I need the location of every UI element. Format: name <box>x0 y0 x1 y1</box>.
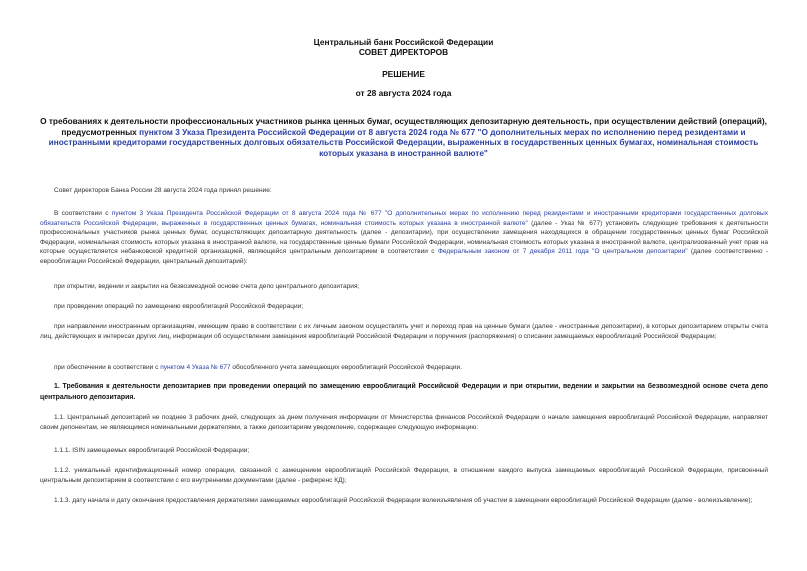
federal-law-link[interactable]: Федеральным законом от 7 декабря 2011 года "О центральном депозитарии" <box>437 248 688 255</box>
p-1-1-3-text: 1.1.3. дату начала и дату окончания предоставления держателями замещаемых еврооблигаций Российской Федерации волеизъявления об участии в замещении еврооблигаций Российской Федерации (далее - волеизъявление); <box>54 497 753 504</box>
paragraph-basis <box>40 209 768 266</box>
paragraph-separate-accounting <box>40 363 768 373</box>
p3-text: при проведении операций по замещению еврооблигаций Российской Федерации; <box>54 303 304 310</box>
p-1-1-text: 1.1. Центральный депозитарий не позднее 3 рабочих дней, следующих за днем получения информации от Министерства финансов Российской Федерации о начале замещения еврооблигаций Российской Федерации, направляет своим депонентам, не являющимся номинальными держателями, а также депозитариям уведомление, содержащее следующую информацию: <box>40 414 768 431</box>
title-decree-link[interactable]: пунктом 3 Указа Президента Российской Федерации от 8 августа 2024 года № 677 "О дополнительных мерах по исполнению перед резидентами и иностранными кредиторами государственных долговых обязательств Российской Федерации, выраженных в государственных ценных бумагах, номинальная стоимость которых указана в иностранной валюте" <box>48 126 759 158</box>
paragraph-replacement-ops <box>40 302 768 312</box>
board-name: СОВЕТ ДИРЕКТОРОВ <box>358 47 449 57</box>
paragraph-1-1 <box>40 413 768 432</box>
p-1-1-1-text: 1.1.1. ISIN замещаемых еврооблигаций Российской Федерации; <box>54 447 250 454</box>
p5-text-1: при обеспечении в соответствии с <box>54 364 161 371</box>
p4-text: при направлении иностранным организациям, имеющим право в соответствии с их личным законом осуществлять учет и переход прав на ценные бумаги (далее - иностранные депозитарии), в которых депозитарием открыты счета лиц, действующих в интересах других лиц, информации об осуществлении замещения еврооблигаций Российской Федерации и поручения (распоряжения) о списании замещаемых еврооблигаций Российской Федерации; <box>40 323 768 340</box>
org-name: Центральный банк Российской Федерации <box>313 37 494 47</box>
p2-text: при открытии, ведении и закрытии на безвозмездной основе счета депо центрального депозитария; <box>54 283 360 290</box>
page-title <box>40 116 767 158</box>
decree-link[interactable]: пунктом 3 Указа Президента Российской Федерации от 8 августа 2024 года № 677 "О дополнительных мерах по исполнению перед резидентами и иностранными кредиторами государственных долговых обязательств Российской Федерации, выраженных в государственных ценных бумагах, номинальная стоимость которых указана в иностранной валюте" <box>40 210 768 227</box>
intro-text: Совет директоров Банка России 28 августа 2024 года принял решение: <box>54 187 272 194</box>
title-text: О требованиях к деятельности профессиональных участников рынка ценных бумаг, осуществляющих депозитарную деятельность, при осуществлении действий (операций), предусмотренных <box>40 116 767 137</box>
doc-date: от 28 августа 2024 года <box>355 88 452 98</box>
p-1-1-2-text: 1.1.2. уникальный идентификационный номер операции, связанной с замещением еврооблигаций Российской Федерации, в отношении каждого выпуска замещаемых еврооблигаций Российской Федерации, присвоенный центральным депозитарием в соответствии с его внутренними документами (далее - референс КД); <box>40 467 768 484</box>
p1-text-2: (далее - Указ № 677) установить следующие требования к деятельности профессиональных участников рынка ценных бумаг, осуществляющих депозитарную деятельность (далее - депозитарии), при осуществлении замещения находящихся в обращении государственных ценных бумаг Российской Федерации, номинальная стоимость которых указана в иностранной валюте, на государственные ценные бумаги Российской Федерации, номинальная стоимость которых указана в иностранной валюте, централизованный учет прав на которые осуществляется небанковской кредитной организацией, являющейся центральным депозитарием в соответствии с <box>40 219 769 255</box>
section-1-heading <box>40 382 768 403</box>
intro-paragraph <box>40 186 768 196</box>
paragraph-1-1-1 <box>40 446 768 456</box>
paragraph-foreign-depositories <box>40 322 768 341</box>
p1-text-1: В соответствии с <box>54 210 112 217</box>
p5-text-2: обособленного учета замещающих еврооблигаций Российской Федерации. <box>230 364 463 371</box>
p1-text-3: (далее соответственно - еврооблигации Российской Федерации, центральный депозитарий): <box>40 248 769 265</box>
clause-4-link[interactable]: пунктом 4 Указа № 677 <box>160 364 231 371</box>
paragraph-1-1-3 <box>40 496 768 506</box>
paragraph-1-1-2 <box>40 466 768 485</box>
paragraph-depo-account <box>40 282 768 292</box>
section-1-heading-text: 1. Требования к деятельности депозитариев при проведении операций по замещению еврооблигаций Российской Федерации и при открытии, ведении и закрытии на безвозмездной основе счета депо центрального депозитария. <box>40 383 768 401</box>
doc-type: РЕШЕНИЕ <box>382 69 425 79</box>
